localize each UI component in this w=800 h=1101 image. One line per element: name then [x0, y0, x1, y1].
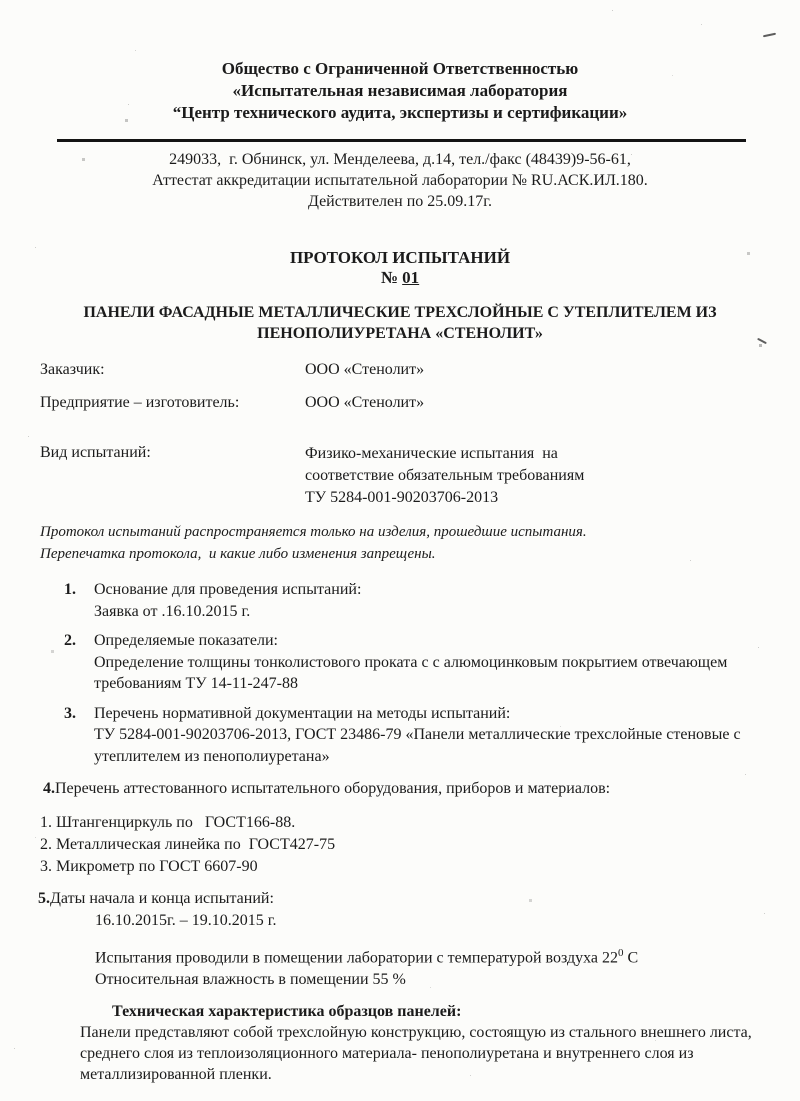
- fields-block: [0, 360, 800, 509]
- header-divider: [57, 139, 746, 142]
- subject-line-1: ПАНЕЛИ ФАСАДНЫЕ МЕТАЛЛИЧЕСКИЕ ТРЕХСЛОЙНЫЕ С УТЕПЛИТЕЛЕМ ИЗ: [83, 304, 717, 321]
- numbered-item-1: [0, 579, 800, 622]
- protocol-number: [0, 268, 800, 288]
- test-type-value: [305, 443, 584, 509]
- tech-characteristics-body: Панели представляют собой трехслойную конструкцию, состоящую из стального внешнего листа, среднего слоя из теплоизоляционного материала- пенополиуретана и внутреннего слоя из металлизированной пленки.: [80, 1024, 752, 1084]
- validity-line: Действителен по 25.09.17г.: [307, 193, 493, 210]
- manufacturer-value: ООО «Стенолит»: [305, 394, 425, 411]
- item-1-body: Заявка от .16.10.2015 г.: [94, 602, 251, 620]
- accreditation-line: Аттестат аккредитации испытательной лаборатории № RU.АСК.ИЛ.180.: [152, 172, 648, 189]
- equipment-item-1: 1. Штангенциркуль по ГОСТ166-88.: [40, 814, 296, 831]
- test-type-label: Вид испытаний:: [40, 444, 151, 461]
- section-5-heading-text: Даты начала и конца испытаний:: [50, 890, 274, 907]
- organization-name-block: [0, 0, 800, 124]
- item-2-content: [94, 630, 744, 695]
- item-3-number: 3.: [64, 704, 76, 722]
- customer-row: [40, 360, 800, 380]
- subject-line-2: ПЕНОПОЛИУРЕТАНА «СТЕНОЛИТ»: [257, 325, 543, 342]
- restriction-note: [0, 522, 800, 565]
- org-name-line-2: «Испытательная независимая лаборатория: [232, 81, 568, 100]
- section-5-heading: [0, 888, 800, 909]
- section-5-dates: 16.10.2015г. – 19.10.2015 г.: [95, 912, 277, 929]
- test-conditions: [0, 942, 800, 991]
- protocol-title: ПРОТОКОЛ ИСПЫТАНИЙ: [289, 248, 511, 267]
- section-5-number: 5.: [38, 890, 50, 907]
- item-2-number: 2.: [64, 632, 76, 649]
- section-4-number: 4.: [43, 780, 55, 797]
- item-3-title: Перечень нормативной документации на методы испытаний:: [94, 704, 511, 722]
- item-3-content: [94, 703, 744, 768]
- numbered-item-2: [0, 630, 800, 695]
- temperature-unit: С: [623, 949, 639, 967]
- customer-label: Заказчик:: [40, 361, 105, 378]
- note-line-2: Перепечатка протокола, и какие либо изменения запрещены.: [40, 545, 436, 562]
- item-2-title: Определяемые показатели:: [94, 632, 278, 649]
- item-2-body: Определение толщины тонколистового проката с с алюмоцинковым покрытием отвечающем требованиям ТУ 14-11-247-88: [94, 653, 728, 692]
- customer-value: ООО «Стенолит»: [305, 361, 425, 378]
- protocol-title-block: [0, 248, 800, 288]
- test-type-value-line-2: соответствие обязательным требованиям: [305, 467, 585, 484]
- item-1-content: [94, 579, 361, 622]
- section-4-heading: [0, 778, 800, 799]
- test-type-value-line-3: ТУ 5284-001-90203706-2013: [305, 489, 499, 506]
- manufacturer-row: [40, 393, 800, 413]
- address-line: 249033, г. Обнинск, ул. Менделеева, д.14, тел./факс (48439)9-56-61,: [169, 151, 631, 168]
- manufacturer-label: Предприятие – изготовитель:: [40, 394, 240, 411]
- numbered-item-3: [0, 703, 800, 768]
- equipment-item-2: 2. Металлическая линейка по ГОСТ427-75: [40, 836, 336, 853]
- item-3-body: ТУ 5284-001-90203706-2013, ГОСТ 23486-79 «Панели металлические трехслойные стеновые с утеплителем из пенополиуретана»: [94, 726, 741, 765]
- test-type-row: [40, 443, 800, 509]
- section-4-heading-text: Перечень аттестованного испытательного оборудования, приборов и материалов:: [55, 780, 611, 797]
- equipment-list: [0, 812, 800, 878]
- temperature-superscript: 0: [618, 947, 624, 959]
- item-1-title: Основание для проведения испытаний:: [94, 581, 362, 598]
- protocol-subject: [0, 302, 800, 344]
- org-name-line-1: Общество с Ограниченной Ответственностью: [221, 59, 579, 78]
- equipment-item-3: 3. Микрометр по ГОСТ 6607-90: [40, 858, 258, 875]
- temperature-line: [95, 942, 800, 969]
- address-block: [0, 149, 800, 212]
- tech-characteristics-heading: Техническая характеристика образцов панелей:: [112, 1003, 462, 1021]
- temperature-text: Испытания проводили в помещении лаборатории с температурой воздуха 22: [95, 949, 619, 967]
- protocol-number-label: №: [380, 268, 403, 287]
- test-type-value-line-1: Физико-механические испытания на: [305, 445, 558, 462]
- org-name-line-3: “Центр технического аудита, экспертизы и сертификации»: [172, 103, 628, 122]
- numbered-sections: [0, 579, 800, 767]
- humidity-line: Относительная влажность в помещении 55 %: [95, 971, 406, 989]
- item-1-number: 1.: [64, 581, 76, 598]
- note-line-1: Протокол испытаний распространяется только на изделия, прошедшие испытания.: [40, 524, 587, 540]
- protocol-number-value: 01: [402, 268, 420, 287]
